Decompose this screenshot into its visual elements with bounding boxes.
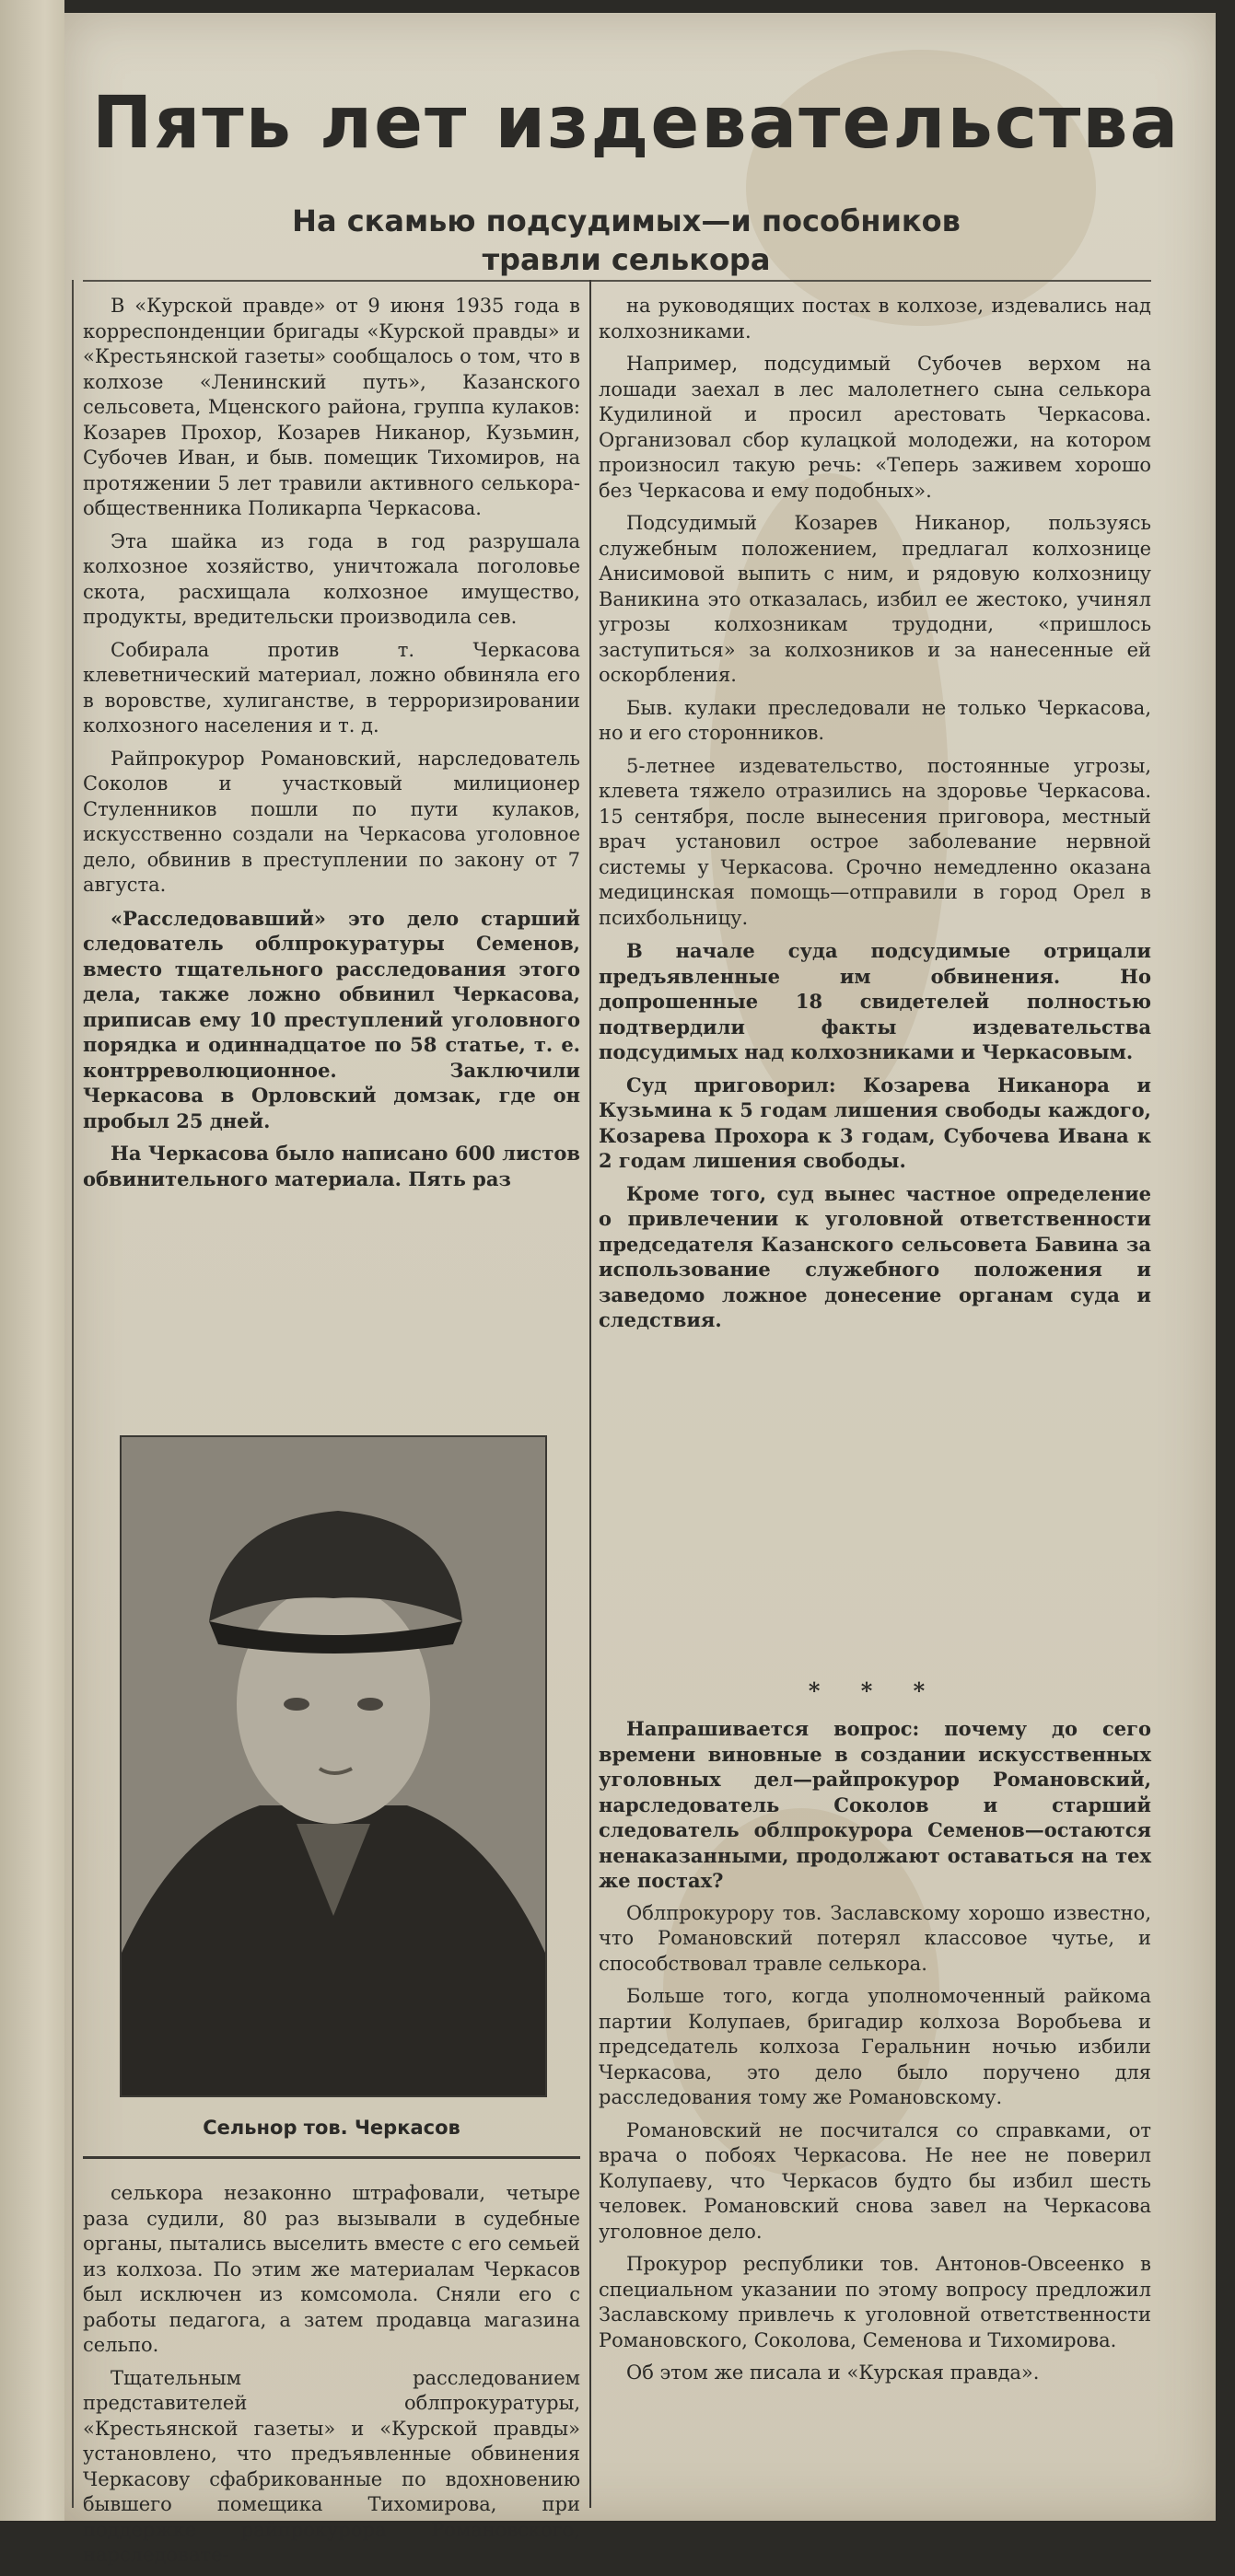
paragraph: Подсудимый Козарев Никанор, пользуясь служебным положением, предлагал колхознице Анисимовой выпить с ним, и рядовую колхозницу Ваникина это отказалась, избил ее жестоко, учинял угрозы колхозникам трудодни, «пришлось заступиться» за колхозников и за нанесенные ей оскорбления. xyxy=(599,512,1151,686)
left-column xyxy=(83,294,580,1199)
photo-caption: Сельнор тов. Черкасов xyxy=(203,2117,460,2139)
paragraph: Облпрокурору тов. Заславскому хорошо известно, что Романовский потерял классовое чутье, и способствовал травле селькора. xyxy=(599,1901,1151,1975)
paragraph: Об этом же писала и «Курская правда». xyxy=(626,2361,1040,2384)
paragraph: Романовский не посчитался со справками, от врача о побоях Черкасова. Не нее не поверил Колупаеву, что Черкасов будто бы избил шесть человек. Романовский снова завел на Черкасова уголовное дело. xyxy=(599,2118,1151,2243)
right-bottom-column xyxy=(599,1716,1151,2394)
paragraph: Суд приговорил: Козарева Никанора и Кузьмина к 5 годам лишения свободы каждого, Козарева Прохора к 3 годам, Субочева Ивана к 2 годам лишения свободы. xyxy=(599,1073,1151,1172)
paragraph: В «Курской правде» от 9 июня 1935 года в корреспонденции бригады «Курской правды» и «Крестьянской газеты» сообщалось о том, что в колхозе «Ленинский путь», Казанского сельсовета, Мценского района, группа кулаков: Козарев Прохор, Козарев Никанор, Кузьмин, Субочев Иван, и быв. помещик Тихомиров, на протяжении 5 лет травили активного селькора-общественника Поликарпа Черкасова. xyxy=(83,295,580,519)
headline: Пять лет издевательства xyxy=(92,82,1181,165)
paragraph: селькора незаконно штрафовали, четыре раза судили, 80 раз вызывали в судебные органы, пытались выселить вместе с его семьей из колхоза. По этим же материалам Черкасов был исключен из комсомола. Сняли его с работы педагога, а затем продавца магазина сельпо. xyxy=(83,2182,580,2356)
left-bottom-column xyxy=(83,2181,580,2576)
portrait-image xyxy=(122,1437,545,2095)
page-fold xyxy=(0,0,64,2521)
paragraph: «Расследовавший» это дело старший следователь облпрокуратуры Семенов, вместо тщательного расследования этого дела, также ложно обвинил Черкасова, приписав ему 10 преступлений уголовного порядка и одиннадцатое по 58 статье, т. е. контрреволюционное. Заключили Черкасова в Орловский домзак, где он пробыл 25 дней. xyxy=(83,906,580,1132)
paragraph: Больше того, когда уполномоченный райкома партии Колупаев, бригадир колхоза Воробьева и председатель колхоза Геральнин ночью избили Черкасова, это дело было поручено для расследования тому же Романовскому. xyxy=(599,1985,1151,2108)
paragraph: Собирала против т. Черкасова клеветнический материал, ложно обвиняла его в воровстве, хулиганстве, в терроризировании колхозного населения и т. д. xyxy=(83,638,580,737)
newspaper-clipping xyxy=(64,13,1216,2566)
top-rule xyxy=(83,280,1151,282)
subhead-line-2: травли селькора xyxy=(482,242,771,277)
left-border-rule xyxy=(72,280,74,2508)
paragraph: В начале суда подсудимые отрицали предъявленные им обвинения. Но допрошенные 18 свидетелей полностью подтвердили факты издевательства подсудимых над колхозниками и Черкасовым. xyxy=(599,939,1151,1063)
paragraph: Тщательным расследованием представителей облпрокуратуры, «Крестьянской газеты» и «Курской правды» установлено, что предъявленные обвинения Черкасову сфабрикованные по вдохновению бывшего помещика Тихомирова, при поддержке райпрокурора Романовского, нарследовате- xyxy=(83,2366,580,2566)
paragraph: Например, подсудимый Субочев верхом на лошади заехал в лес малолетнего сына селькора Кудилиной и просил арестовать Черкасова. Организовал сбор кулацкой молодежи, на котором произносил такую речь: «Теперь заживем хорошо без Черкасова и ему подобных». xyxy=(599,353,1151,502)
portrait-photo xyxy=(120,1435,547,2097)
column-divider xyxy=(589,280,591,2508)
paragraph: Быв. кулаки преследовали не только Черкасова, но и его сторонников. xyxy=(599,696,1151,744)
paragraph: Кроме того, суд вынес частное определение о привлечении к уголовной ответственности председателя Казанского сельсовета Бавина за использование служебного положения и заведомо ложное донесение органам суда и следствия. xyxy=(599,1181,1151,1331)
paragraph: Эта шайка из года в год разрушала колхозное хозяйство, уничтожала поголовье скота, расхищала колхозное имущество, продукты, вредительски производила сев. xyxy=(83,529,580,628)
section-separator-stars: * * * xyxy=(808,1677,942,1704)
paragraph: на руководящих постах в колхозе, издевались над колхозниками. xyxy=(599,295,1151,342)
paragraph: На Черкасова было написано 600 листов обвинительного материала. Пять раз xyxy=(83,1142,580,1190)
subheadline xyxy=(212,202,1041,279)
paragraph: Прокурор республики тов. Антонов-Овсеенко в специальном указании по этому вопросу предложил Заславскому привлечь к уголовной ответственности Романовского, Соколова, Семенова и Тихомирова. xyxy=(599,2253,1151,2351)
right-column xyxy=(599,294,1151,1340)
subhead-line-1: На скамью подсудимых—и пособников xyxy=(292,203,961,238)
paragraph: Напрашивается вопрос: почему до сего времени виновные в создании искусственных уголовных дел—райпрокурор Романовский, нарследователь Соколов и старший следователь облпрокурора Семенов—остаются ненаказанными, продолжают оставаться на тех же постах? xyxy=(599,1717,1151,1892)
paragraph: 5-летнее издевательство, постоянные угрозы, клевета тяжело отразились на здоровье Черкасова. 15 сентября, после вынесения приговора, местный врач установил острое заболевание нервной системы у Черкасова. Срочно немедленно оказана медицинская помощь—отправили в город Орел в психбольницу. xyxy=(599,754,1151,929)
paragraph: Райпрокурор Романовский, нарследователь Соколов и участковый милиционер Стуленников пошли по пути кулаков, искусственно создали на Черкасова уголовное дело, обвинив в преступлении по закону от 7 августа. xyxy=(83,747,580,896)
section-rule xyxy=(83,2156,580,2159)
